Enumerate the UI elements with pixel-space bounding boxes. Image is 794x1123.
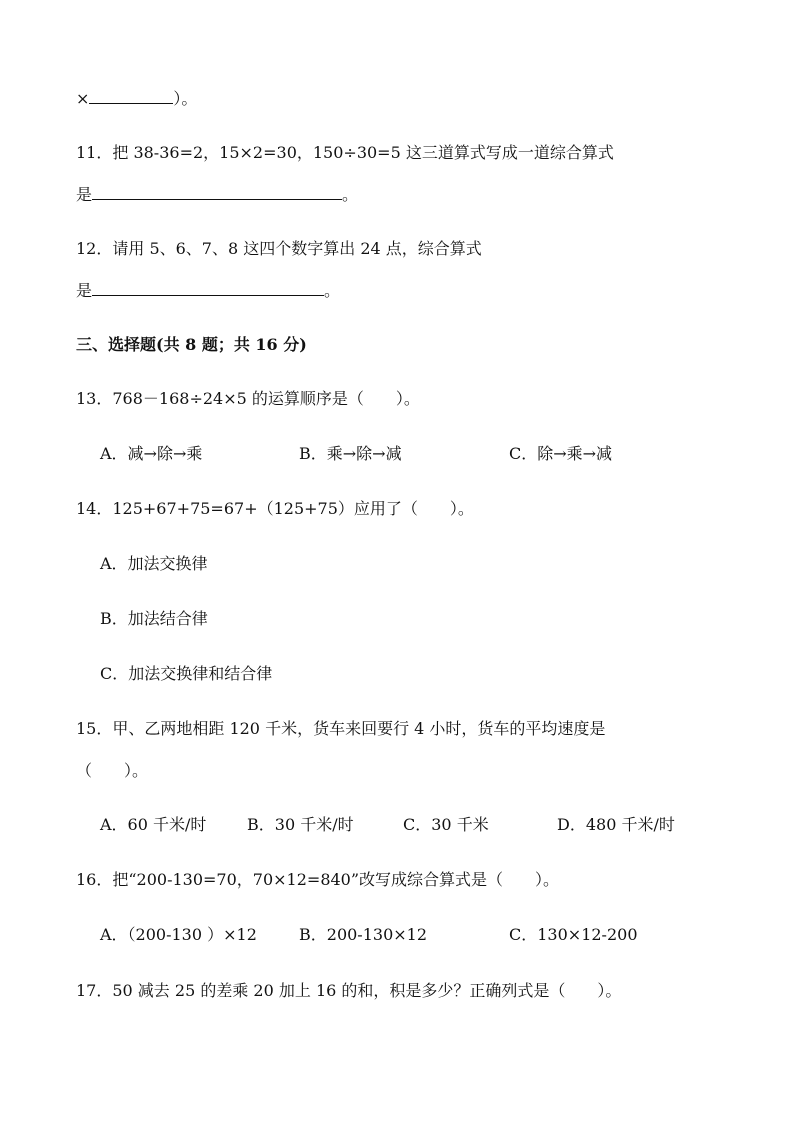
q16-option-a[interactable]: A．（200-130 ）×12 [100,925,257,944]
q13-stem: 13．768－168÷24×5 的运算顺序是（ ）。 [76,389,420,408]
q17-stem: 17．50 减去 25 的差乘 20 加上 16 的和，积是多少？正确列式是（ ）。 [76,981,622,1000]
q15-option-c[interactable]: C．30 千米 [403,815,489,834]
q11-answer-prefix: 是 [76,185,93,204]
q13-option-c[interactable]: C．除→乘→减 [509,444,613,463]
q13-option-a[interactable]: A．减→除→乘 [100,444,203,463]
q12-stem: 12．请用 5、6、7、8 这四个数字算出 24 点，综合算式 [76,239,482,258]
q16-option-c[interactable]: C．130×12-200 [509,925,638,944]
q13-option-b[interactable]: B．乘→除→减 [299,444,402,463]
q15-option-d[interactable]: D．480 千米/时 [557,815,675,834]
q11-answer-suffix: 。 [342,185,359,204]
q15-option-a[interactable]: A．60 千米/时 [100,815,207,834]
section-3-title: 三、选择题(共 8 题；共 16 分) [76,335,307,354]
q12-answer-prefix: 是 [76,281,93,300]
q15-option-b[interactable]: B．30 千米/时 [247,815,354,834]
q10-tail-suffix: ）。 [173,89,198,108]
q14-option-c[interactable]: C．加法交换律和结合律 [100,664,273,683]
q10-tail-prefix: × [76,89,90,108]
q12-answer-blank[interactable] [92,281,324,296]
q16-stem: 16．把“200-130=70，70×12=840”改写成综合算式是（ ）。 [76,870,560,889]
q10-tail-line [76,88,197,110]
q15-stem-line2: （ ）。 [76,761,149,780]
q11-stem: 11．把 38-36=2，15×2=30，150÷30=5 这三道算式写成一道综合算式 [76,143,614,162]
q11-answer-line [76,184,358,206]
q14-option-a[interactable]: A．加法交换律 [100,554,208,573]
q11-answer-blank[interactable] [92,185,342,200]
q14-stem: 14．125+67+75=67+（125+75）应用了（ ）。 [76,499,474,518]
q15-stem-line1: 15．甲、乙两地相距 120 千米，货车来回要行 4 小时，货车的平均速度是 [76,719,606,738]
q12-answer-line [76,280,340,302]
q16-option-b[interactable]: B．200-130×12 [299,925,428,944]
q12-answer-suffix: 。 [324,281,341,300]
q10-answer-blank[interactable] [89,89,173,104]
q14-option-b[interactable]: B．加法结合律 [100,609,208,628]
